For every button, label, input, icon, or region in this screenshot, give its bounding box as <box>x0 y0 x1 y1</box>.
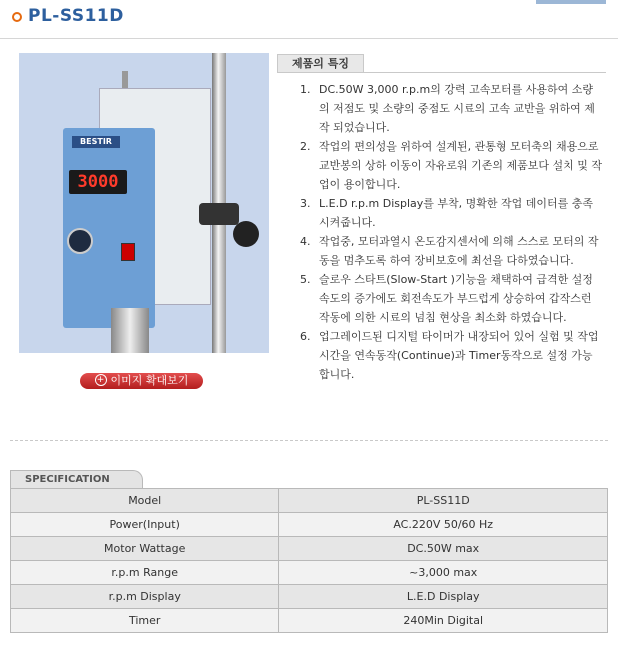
table-row <box>11 489 608 513</box>
spec-label: r.p.m Range <box>11 561 279 585</box>
brand-label: BESTIR <box>72 136 120 148</box>
chuck <box>111 308 149 353</box>
spec-label: Timer <box>11 609 279 633</box>
table-row <box>11 537 608 561</box>
spec-value: L.E.D Display <box>279 585 608 609</box>
title-bullet-icon <box>12 12 22 22</box>
page-title: PL-SS11D <box>28 6 124 26</box>
feature-item: 2. 작업의 편의성을 위하여 설계된, 관통형 모터축의 채용으로 교반봉의 상하 이동이 자유로워 기존의 제품보다 설치 및 작업이 용이합니다. <box>300 140 602 191</box>
spec-value: DC.50W max <box>279 537 608 561</box>
feature-item: 1. DC.50W 3,000 r.p.m의 강력 고속모터를 사용하여 소량의 저점도 및 소량의 중점도 시료의 고속 교반을 위하여 제작 되었습니다. <box>300 83 595 134</box>
specification-tab: SPECIFICATION <box>10 470 143 488</box>
speed-dial <box>67 228 93 254</box>
title-bar <box>0 0 618 39</box>
spec-label: Motor Wattage <box>11 537 279 561</box>
power-switch <box>121 243 135 261</box>
table-row <box>11 585 608 609</box>
feature-item: 3. L.E.D r.p.m Display를 부착, 명확한 작업 데이터를 충족 시켜줍니다. <box>300 197 594 229</box>
spec-value: 240Min Digital <box>279 609 608 633</box>
features-tab: 제품의 특징 <box>277 54 364 73</box>
features-underline <box>277 72 606 73</box>
features-list <box>284 80 602 384</box>
spec-label: r.p.m Display <box>11 585 279 609</box>
plus-circle-icon: + <box>95 374 107 386</box>
zoom-image-label: 이미지 확대보기 <box>110 374 189 387</box>
section-divider <box>10 440 608 441</box>
zoom-image-button[interactable] <box>80 373 203 389</box>
table-row <box>11 561 608 585</box>
product-image <box>19 53 269 353</box>
clamp <box>199 203 239 225</box>
feature-item: 6. 업그레이드된 디지털 타이머가 내장되어 있어 실험 및 작업시간을 연속동작(Continue)과 Timer동작으로 설정 가능합니다. <box>300 330 599 381</box>
rpm-display: 3000 <box>69 170 127 194</box>
top-accent-bar <box>536 0 606 4</box>
spec-value: AC.220V 50/60 Hz <box>279 513 608 537</box>
feature-item: 5. 슬로우 스타트(Slow-Start )기능을 채택하여 급격한 설정속도의 증가에도 회전속도가 부드럽게 상승하여 갑작스런 작동에 의한 시료의 넘침 현상을 최소화 하였습니다. <box>300 273 593 324</box>
spec-label: Power(Input) <box>11 513 279 537</box>
spec-label: Model <box>11 489 279 513</box>
feature-item: 4. 작업중, 모터과열시 온도감지센서에 의해 스스로 모터의 작동을 멈추도록 하여 장비보호에 최선을 다하였습니다. <box>300 235 599 267</box>
specification-table <box>10 488 608 633</box>
table-row <box>11 609 608 633</box>
table-row <box>11 513 608 537</box>
spec-value: ~3,000 max <box>279 561 608 585</box>
clamp-knob <box>233 221 259 247</box>
spec-value: PL-SS11D <box>279 489 608 513</box>
